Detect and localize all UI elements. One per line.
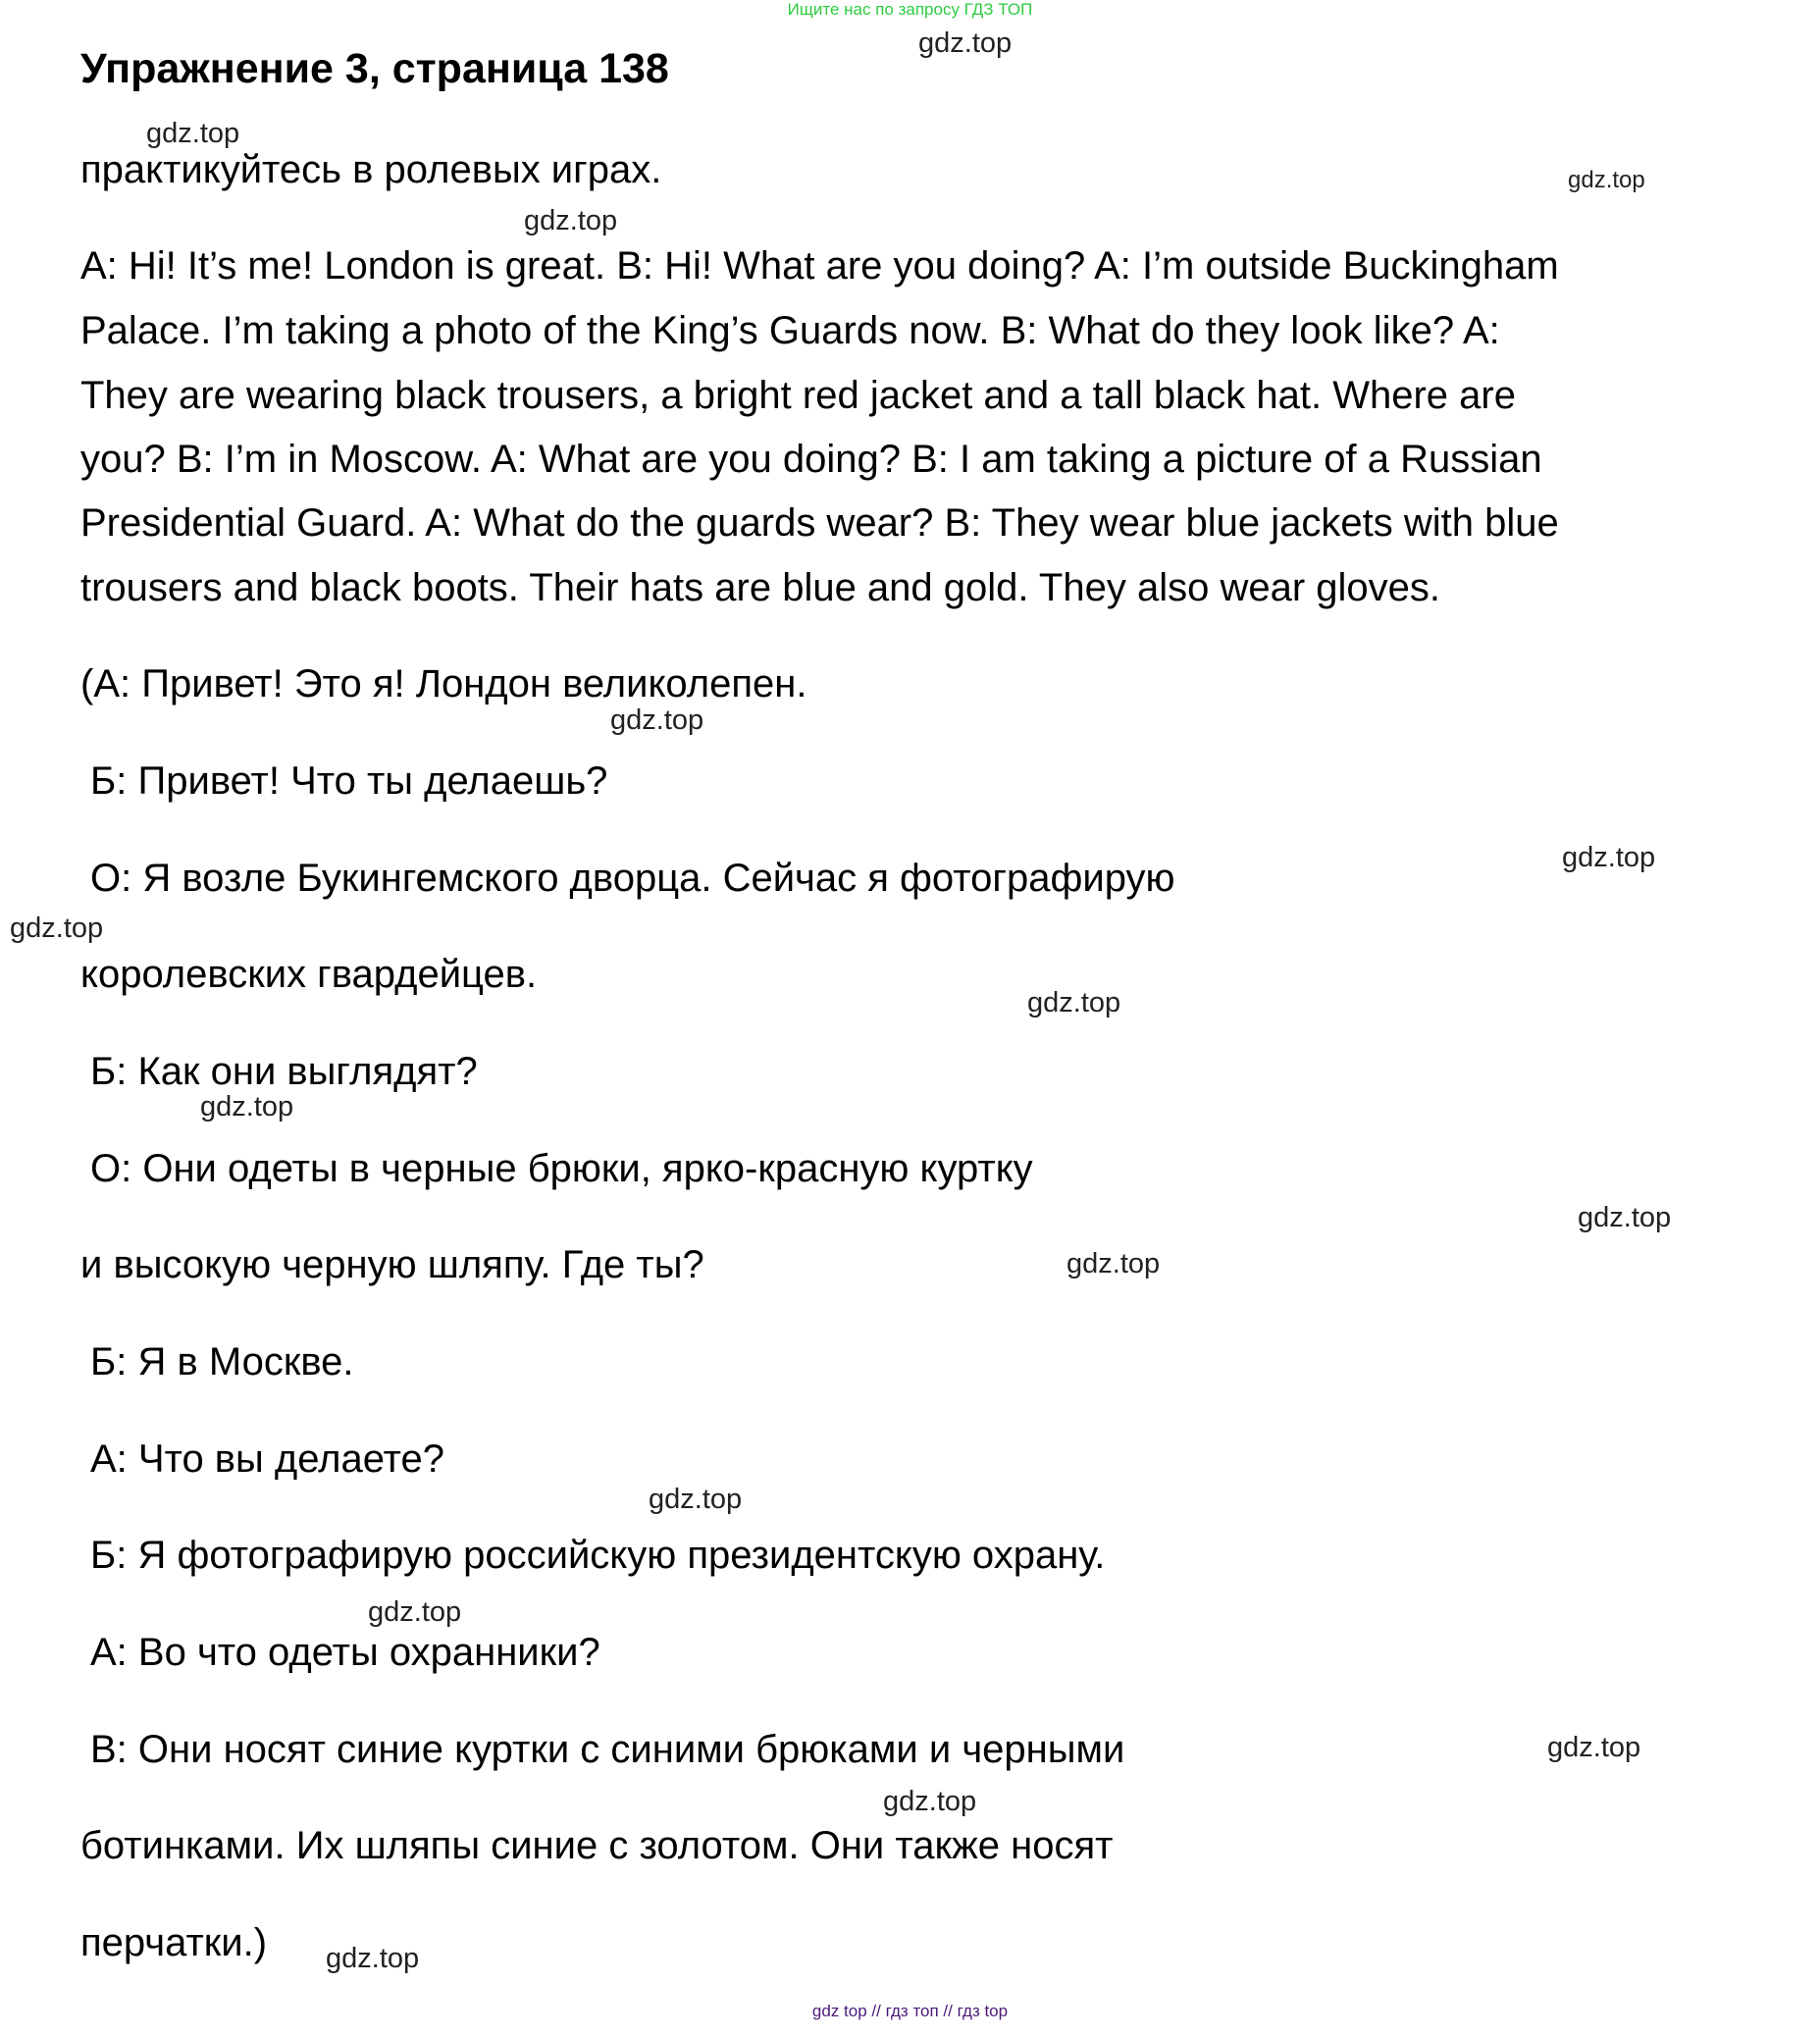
watermark: gdz.top [1027,987,1121,1018]
watermark: gdz.top [326,1943,420,1974]
watermark: gdz.top [146,118,240,149]
russian-line: В: Они носят синие куртки с синими брюками и черными [90,1728,1125,1771]
english-line: Palace. I’m taking a photo of the King’s Guards now. B: What do they look like? A: [80,309,1500,352]
watermark: gdz.top [1547,1732,1641,1763]
watermark: gdz.top [918,27,1013,59]
english-line: They are wearing black trousers, a bright red jacket and a tall black hat. Where are [80,374,1516,417]
russian-line: А: Что вы делаете? [90,1437,445,1481]
instruction-text: практикуйтесь в ролевых играх. [80,148,662,191]
russian-line: А: Во что одеты охранники? [90,1631,600,1674]
watermark: gdz.top [1562,842,1656,873]
watermark: gdz.top [368,1596,462,1628]
russian-line: Б: Я в Москве. [90,1340,354,1383]
watermark: gdz.top [649,1484,743,1515]
watermark: gdz.top [10,913,104,944]
russian-line: Б: Я фотографирую российскую президентскую охрану. [90,1534,1106,1577]
watermark: gdz.top [610,705,704,736]
russian-line: О: Я возле Букингемского дворца. Сейчас я фотографирую [90,857,1175,900]
english-line: you? B: I’m in Moscow. A: What are you doing? B: I am taking a picture of a Russian [80,438,1542,481]
russian-line: (А: Привет! Это я! Лондон великолепен. [80,662,807,705]
footer-links[interactable]: gdz top // гдз топ // гдз top [811,2002,1009,2020]
watermark: gdz.top [200,1091,294,1122]
english-line: Presidential Guard. A: What do the guards wear? B: They wear blue jackets with blue [80,501,1559,545]
english-line: trousers and black boots. Their hats are blue and gold. They also wear gloves. [80,566,1440,609]
russian-line: О: Они одеты в черные брюки, ярко-красную куртку [90,1147,1033,1190]
watermark: gdz.top [1066,1248,1161,1279]
russian-line: Б: Привет! Что ты делаешь? [90,759,608,803]
watermark: gdz.top [883,1786,977,1817]
russian-line: и высокую черную шляпу. Где ты? [80,1243,704,1286]
watermark: gdz.top [524,205,618,236]
russian-line: ботинками. Их шляпы синие с золотом. Они также носят [80,1824,1114,1867]
russian-line: королевских гвардейцев. [80,953,538,996]
page-title: Упражнение 3, страница 138 [80,45,669,92]
watermark: gdz.top [1578,1202,1672,1233]
english-line: A: Hi! It’s me! London is great. B: Hi! What are you doing? A: I’m outside Buckingham [80,244,1559,287]
search-banner[interactable]: Ищите нас по запросу ГДЗ ТОП [787,0,1033,19]
russian-line: перчатки.) [80,1921,268,1964]
russian-line: Б: Как они выглядят? [90,1050,478,1093]
watermark: gdz.top [1568,167,1645,193]
